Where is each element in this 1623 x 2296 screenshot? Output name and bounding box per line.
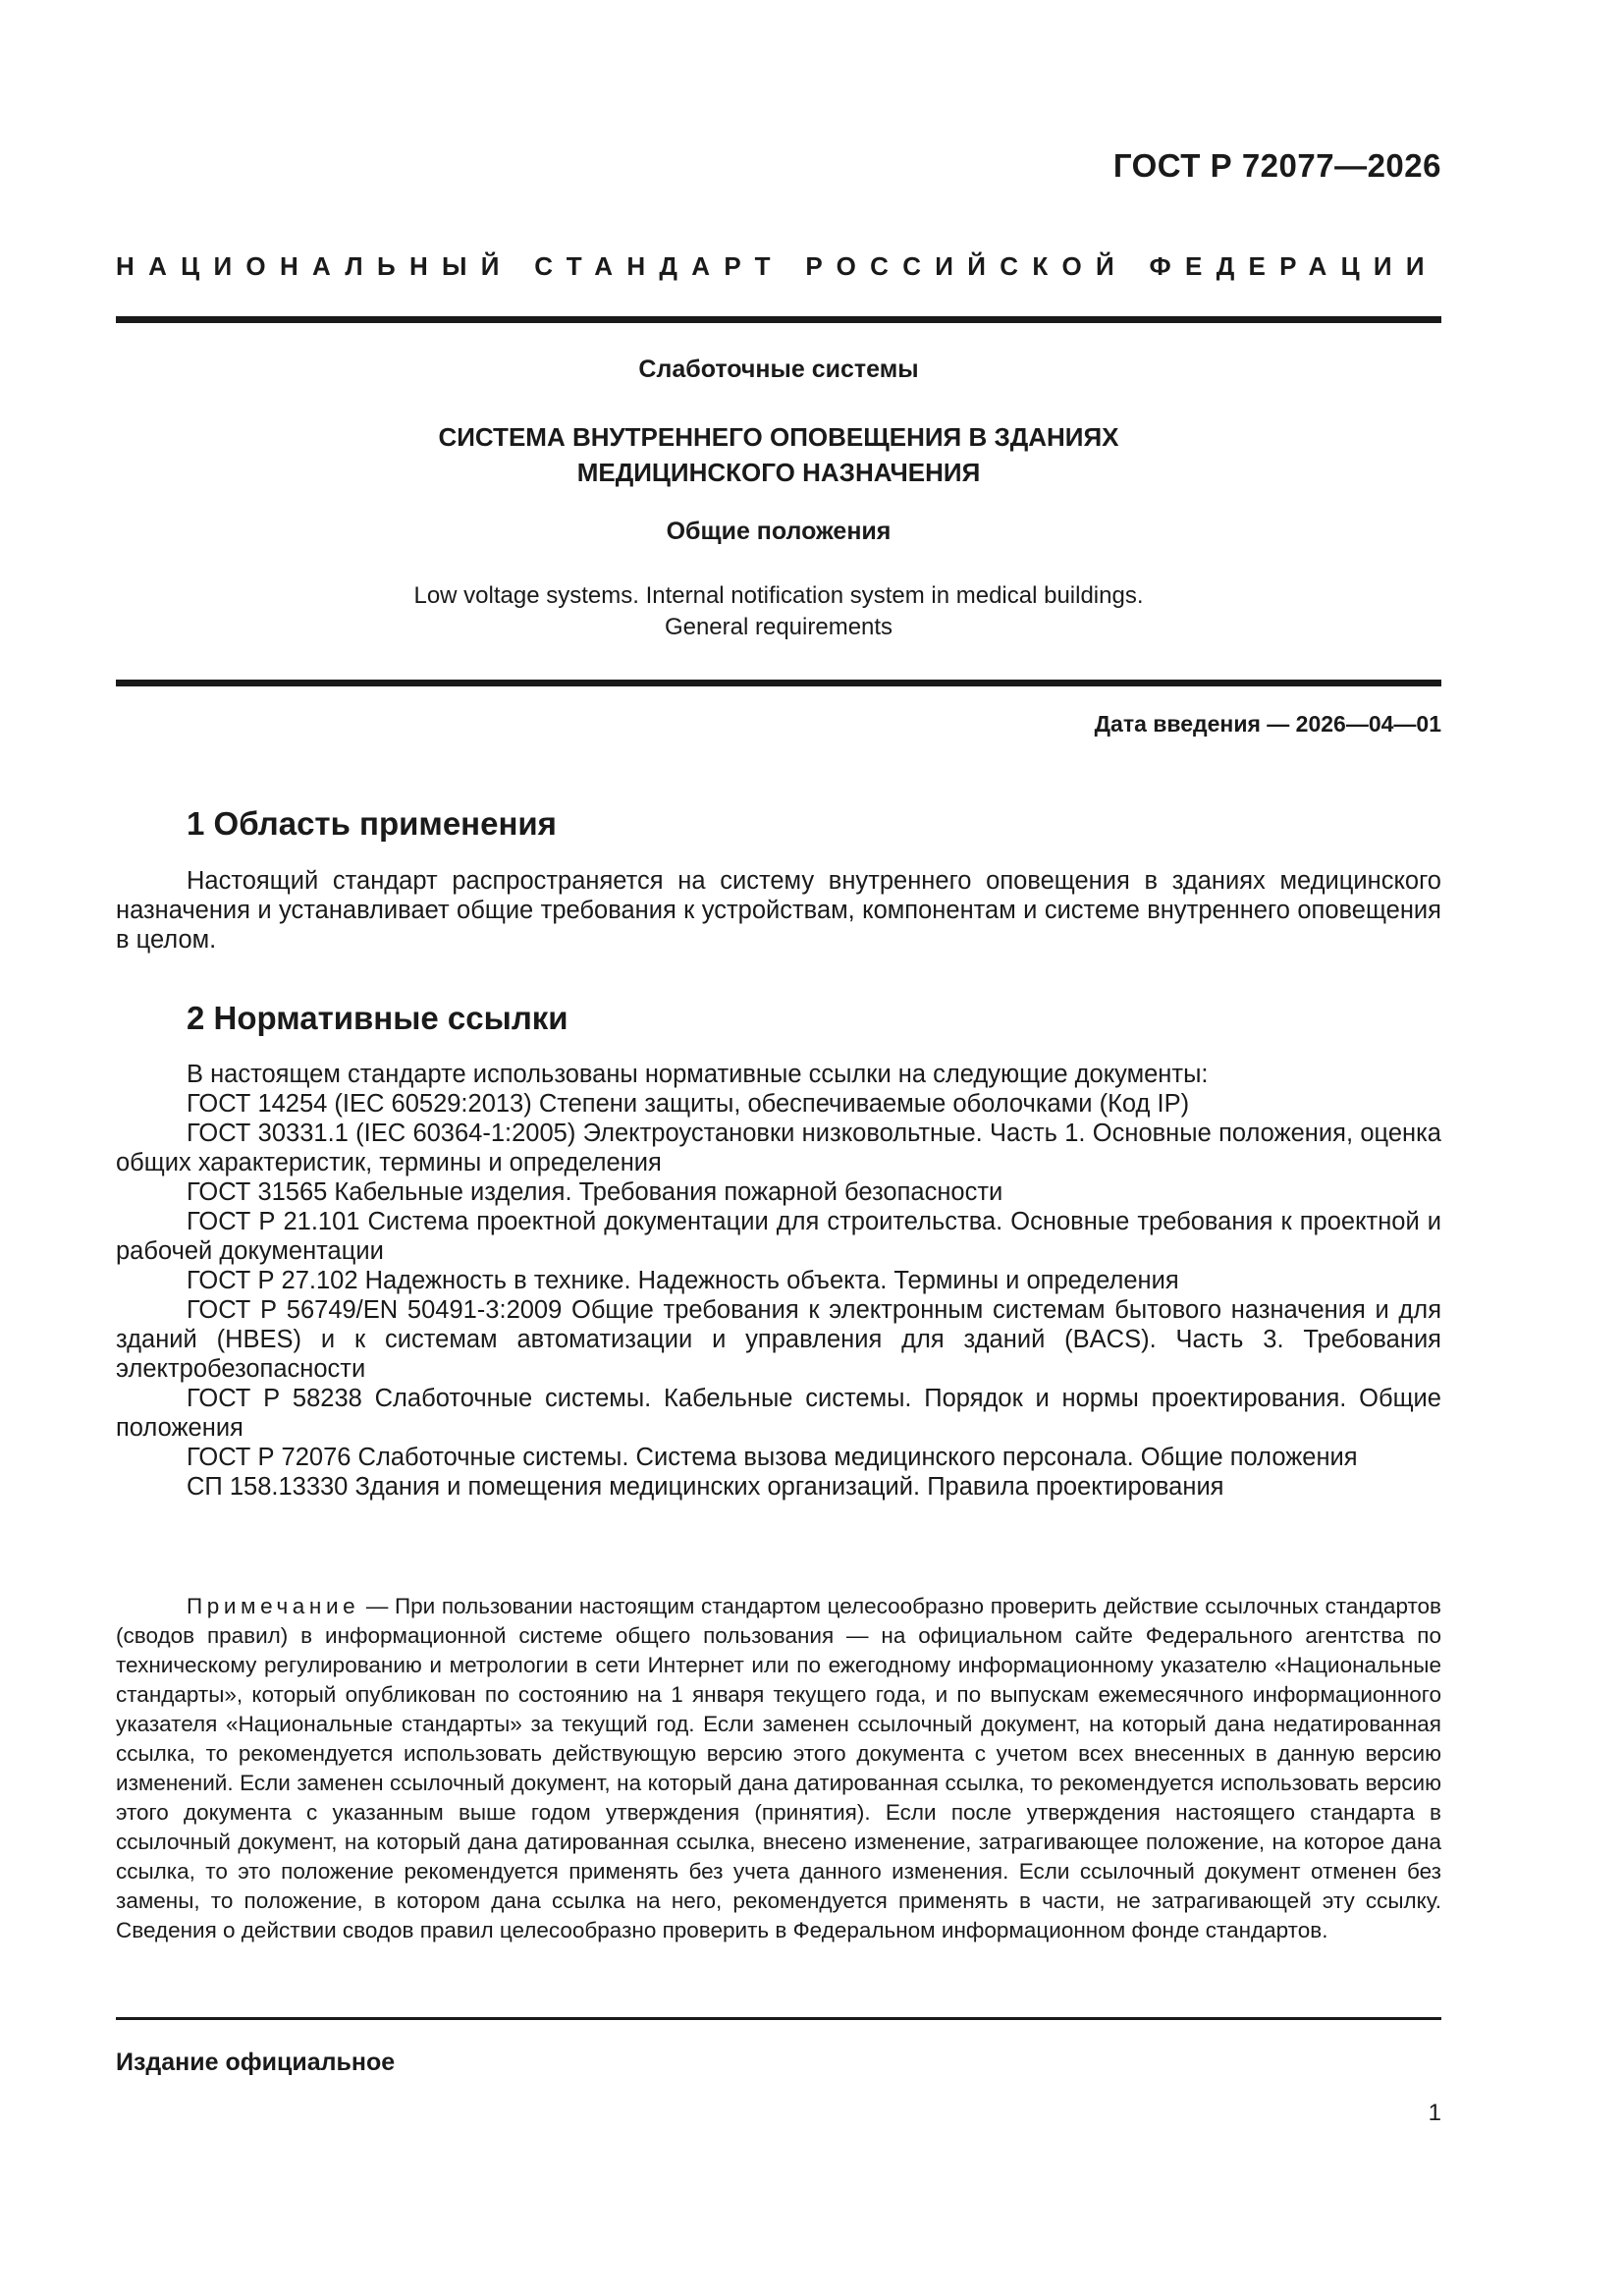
- reference-item: ГОСТ 31565 Кабельные изделия. Требования пожарной безопасности: [187, 1178, 1003, 1206]
- main-title-line-2: МЕДИЦИНСКОГО НАЗНАЧЕНИЯ: [576, 458, 981, 487]
- top-rule: [116, 316, 1441, 323]
- reference-item: СП 158.13330 Здания и помещения медицинских организаций. Правила проектирования: [187, 1473, 1224, 1501]
- reference-item: ГОСТ 14254 (IEC 60529:2013) Степени защиты, обеспечиваемые оболочками (Код IP): [187, 1090, 1190, 1118]
- references-list: [116, 1060, 1441, 1502]
- reference-item: ГОСТ 30331.1 (IEC 60364-1:2005) Электроустановки низковольтные. Часть 1. Основные положения, оценка общих характеристик, термины и определения: [116, 1120, 1441, 1176]
- note-text: — При пользовании настоящим стандартом целесообразно проверить действие ссылочных стандартов (сводов правил) в информационной системе общего пользования — на официальном сайте Федерального агентства по техническому регулированию и метрологии в сети Интернет или по ежегодному информационному указателю «Национальные стандарты», который опубликован по состоянию на 1 января текущего года, и по выпускам ежемесячного информационного указателя «Национальные стандарты» за текущий год. Если заменен ссылочный документ, на который дана недатированная ссылка, то рекомендуется использовать действующую версию этого документа с учетом всех внесенных в данную версию изменений. Если заменен ссылочный документ, на который дана датированная ссылка, то рекомендуется использовать версию этого документа с указанным выше годом утверждения (принятия). Если после утверждения настоящего стандарта в ссылочный документ, на который дана датированная ссылка, внесено изменение, затрагивающее положение, на которое дана ссылка, то это положение рекомендуется применять без учета данного изменения. Если ссылочный документ отменен без замены, то положение, в котором дана ссылка на него, рекомендуется применять в части, не затрагивающей эту ссылку. Сведения о действии сводов правил целесообразно проверить в Федеральном информационном фонде стандартов.: [116, 1594, 1441, 1942]
- english-title-line-1: Low voltage systems. Internal notification system in medical buildings.: [413, 582, 1144, 609]
- note-label: Примечание: [187, 1594, 360, 1618]
- document-number: ГОСТ Р 72077—2026: [1112, 147, 1441, 184]
- references-intro: В настоящем стандарте использованы нормативные ссылки на следующие документы:: [187, 1061, 1209, 1088]
- effective-date: Дата введения — 2026—04—01: [1094, 711, 1441, 737]
- english-title: [116, 580, 1441, 643]
- standard-subtitle: Общие положения: [666, 518, 892, 545]
- standard-group-title: Слаботочные системы: [638, 355, 919, 383]
- references-note: [116, 1592, 1441, 1945]
- standard-main-title: [116, 419, 1441, 490]
- section-1-paragraph: Настоящий стандарт распространяется на систему внутреннего оповещения в зданиях медицинского назначения и устанавливает общие требования к устройствам, компонентам и системе внутреннего оповещения в целом.: [116, 867, 1441, 954]
- title-bottom-rule: [116, 680, 1441, 686]
- section-2-heading: 2 Нормативные ссылки: [187, 1000, 568, 1036]
- footer-rule: [116, 2017, 1441, 2020]
- reference-item: ГОСТ Р 58238 Слаботочные системы. Кабельные системы. Порядок и нормы проектирования. Общие положения: [116, 1385, 1441, 1442]
- reference-item: ГОСТ Р 27.102 Надежность в технике. Надежность объекта. Термины и определения: [187, 1267, 1179, 1294]
- section-1-body: [116, 866, 1441, 955]
- section-1-heading: 1 Область применения: [187, 805, 557, 842]
- reference-item: ГОСТ Р 56749/EN 50491-3:2009 Общие требования к электронным системам бытового назначения и для зданий (HBES) и к системам автоматизации и управления для зданий (BACS). Часть 3. Требования электробезопасности: [116, 1296, 1441, 1383]
- note-paragraph: [116, 1592, 1441, 1945]
- main-title-line-1: СИСТЕМА ВНУТРЕННЕГО ОПОВЕЩЕНИЯ В ЗДАНИЯХ: [438, 422, 1119, 452]
- reference-item: ГОСТ Р 72076 Слаботочные системы. Система вызова медицинского персонала. Общие положения: [187, 1444, 1358, 1471]
- reference-item: ГОСТ Р 21.101 Система проектной документации для строительства. Основные требования к проектной и рабочей документации: [116, 1208, 1441, 1265]
- english-title-line-2: General requirements: [664, 614, 893, 640]
- official-edition-label: Издание официальное: [116, 2049, 396, 2076]
- page-number: 1: [1428, 2100, 1441, 2126]
- standard-banner: НАЦИОНАЛЬНЫЙ СТАНДАРТ РОССИЙСКОЙ ФЕДЕРАЦИИ: [116, 251, 1438, 281]
